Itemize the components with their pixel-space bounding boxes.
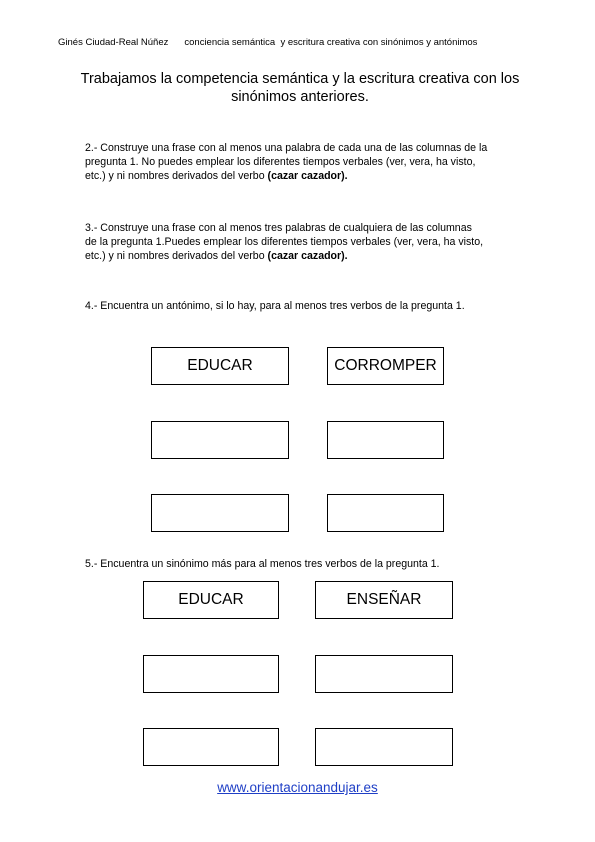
header-topic: conciencia semántica y escritura creativa con sinónimos y antónimos (184, 37, 478, 48)
synonym-answer-box-2[interactable] (315, 655, 453, 693)
question-3-line-3: etc.) y ni nombres derivados del verbo (cazar cazador). (85, 250, 348, 262)
title-line-2: sinónimos anteriores. (231, 89, 369, 105)
antonym-answer-box-2[interactable] (327, 421, 444, 459)
question-4: 4.- Encuentra un antónimo, si lo hay, para al menos tres verbos de la pregunta 1. (85, 300, 465, 312)
synonym-verb-box-2[interactable] (143, 655, 279, 693)
antonym-answer-box-1: CORROMPER (327, 347, 444, 385)
question-5: 5.- Encuentra un sinónimo más para al menos tres verbos de la pregunta 1. (85, 558, 440, 570)
question-2-line-3: etc.) y ni nombres derivados del verbo (cazar cazador). (85, 170, 348, 182)
question-3-line-2: de la pregunta 1.Puedes emplear los diferentes tiempos verbales (ver, vera, ha visto, (85, 236, 484, 248)
synonym-verb-box-1: EDUCAR (143, 581, 279, 619)
question-2-line-1: 2.- Construye una frase con al menos una palabra de cada una de las columnas de la (85, 142, 488, 154)
page-title (60, 70, 540, 106)
page-header (58, 37, 477, 48)
synonym-verb-box-3[interactable] (143, 728, 279, 766)
question-3 (85, 221, 515, 263)
page-footer (0, 780, 595, 795)
antonym-answer-box-3[interactable] (327, 494, 444, 532)
author-name: Ginés Ciudad-Real Núñez (58, 37, 169, 48)
question-2-line-2: pregunta 1. No puedes emplear los diferentes tiempos verbales (ver, vera, ha visto, (85, 156, 476, 168)
antonym-verb-box-1: EDUCAR (151, 347, 289, 385)
antonym-verb-box-3[interactable] (151, 494, 289, 532)
question-3-line-1: 3.- Construye una frase con al menos tres palabras de cualquiera de las columnas (85, 222, 472, 234)
antonym-verb-box-2[interactable] (151, 421, 289, 459)
question-3-bold-example: (cazar cazador). (267, 250, 348, 262)
question-2 (85, 141, 515, 183)
synonym-answer-box-1: ENSEÑAR (315, 581, 453, 619)
synonym-answer-box-3[interactable] (315, 728, 453, 766)
question-2-bold-example: (cazar cazador). (267, 170, 348, 182)
website-link[interactable]: www.orientacionandujar.es (217, 780, 378, 795)
title-line-1: Trabajamos la competencia semántica y la escritura creativa con los (80, 71, 520, 87)
